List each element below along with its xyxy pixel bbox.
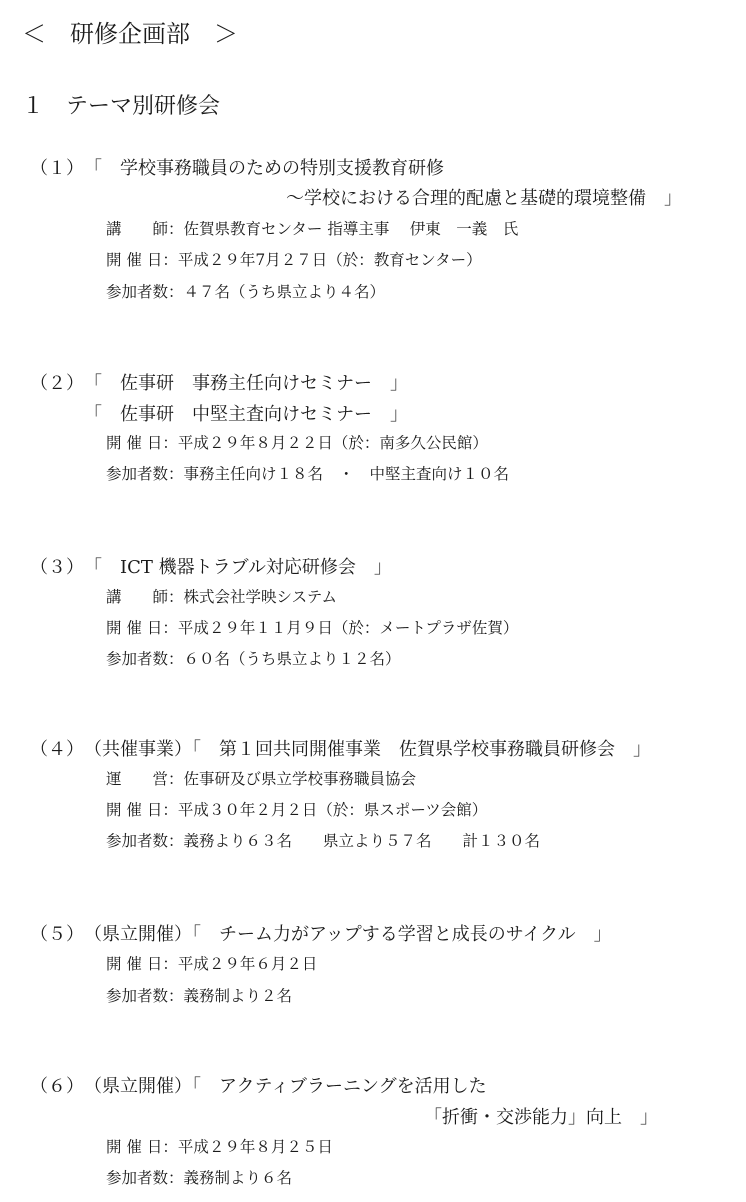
item-3-detail-1 [106, 590, 337, 606]
detail-separator: ： [168, 588, 184, 606]
detail-label: 参加者数 [106, 1169, 169, 1187]
detail-value: 平成２９年１１月９日（於：メートプラザ佐賀） [177, 619, 519, 637]
item-1-title-line1: 「 学校事務職員のための特別支援教育研修 [84, 158, 444, 179]
detail-value: 平成３０年２月２日（於：県スポーツ会館） [177, 801, 488, 819]
item-3-detail-3 [106, 652, 401, 668]
item-2-title-line1: 「 佐事研 事務主任向けセミナー 」 [84, 373, 408, 394]
detail-separator: ： [162, 619, 178, 637]
detail-value: 平成２９年６月２日 [177, 955, 318, 973]
detail-label: 参加者数 [106, 465, 169, 483]
item-2-number: （２） [30, 373, 84, 394]
item-1-detail-3 [106, 285, 385, 301]
detail-label: 運 営 [106, 770, 169, 788]
detail-separator: ： [162, 801, 178, 819]
item-1-detail-2 [106, 253, 482, 269]
item-1-detail-1 [106, 222, 518, 238]
item-6-detail-1 [106, 1140, 333, 1156]
detail-value: 平成２９年7月２７日（於：教育センター） [177, 251, 482, 269]
detail-label: 開 催 日 [106, 434, 163, 452]
detail-separator: ： [162, 434, 178, 452]
detail-separator: ： [168, 1169, 184, 1187]
item-5-detail-2 [106, 989, 292, 1005]
detail-separator: ： [168, 832, 184, 850]
detail-value: 義務制より６名 [183, 1169, 293, 1187]
detail-value: 株式会社学映システム [183, 588, 337, 606]
item-6-title-line2: 「折衝・交渉能力」向上 」 [424, 1107, 658, 1128]
item-4-title-line1: （共催事業）「 第１回共同開催事業 佐賀県学校事務職員研修会 」 [84, 739, 651, 760]
item-3-title-line1: 「 ICT 機器トラブル対応研修会 」 [84, 557, 392, 578]
item-6-detail-2 [106, 1171, 292, 1187]
detail-value: ４７名（うち県立より４名） [183, 283, 386, 301]
item-2-title-line2: 「 佐事研 中堅主査向けセミナー 」 [84, 404, 408, 425]
detail-value: ６０名（うち県立より１２名） [183, 650, 401, 668]
detail-value: 佐事研及び県立学校事務職員協会 [183, 770, 417, 788]
detail-label: 参加者数 [106, 832, 169, 850]
item-4-detail-1 [106, 772, 416, 788]
detail-label: 開 催 日 [106, 801, 163, 819]
item-1-number: （１） [30, 158, 84, 179]
detail-separator: ： [168, 770, 184, 788]
detail-label: 講 師 [106, 588, 169, 606]
item-4-detail-2 [106, 803, 487, 819]
detail-value: 義務制より２名 [183, 987, 293, 1005]
detail-label: 講 師 [106, 220, 169, 238]
detail-label: 開 催 日 [106, 955, 163, 973]
detail-label: 参加者数 [106, 650, 169, 668]
detail-separator: ： [162, 955, 178, 973]
detail-value: 佐賀県教育センター 指導主事 伊東 一義 氏 [183, 220, 519, 238]
item-6-title-line1: （県立開催）「 アクティブラーニングを活用した [84, 1076, 487, 1097]
item-5-number: （５） [30, 924, 84, 945]
item-3-detail-2 [106, 621, 518, 637]
detail-separator: ： [168, 283, 184, 301]
detail-separator: ： [168, 987, 184, 1005]
section-heading: １ テーマ別研修会 [22, 94, 221, 119]
detail-label: 参加者数 [106, 283, 169, 301]
item-1-title-line2: ～学校における合理的配慮と基礎的環境整備 」 [286, 188, 682, 209]
detail-value: 義務より６３名 県立より５７名 計１３０名 [183, 832, 541, 850]
item-3-number: （３） [30, 557, 84, 578]
detail-separator: ： [168, 465, 184, 483]
detail-value: 平成２９年８月２５日 [177, 1138, 333, 1156]
item-6-number: （６） [30, 1076, 84, 1097]
item-2-detail-1 [106, 436, 488, 452]
item-5-title-line1: （県立開催）「 チーム力がアップする学習と成長のサイクル 」 [84, 924, 612, 945]
detail-value: 平成２９年８月２２日（於：南多久公民館） [177, 434, 488, 452]
detail-separator: ： [162, 1138, 178, 1156]
item-4-number: （４） [30, 739, 84, 760]
item-5-detail-1 [106, 957, 317, 973]
page-title: ＜ 研修企画部 ＞ [22, 20, 238, 48]
detail-value: 事務主任向け１８名 ・ 中堅主査向け１０名 [183, 465, 510, 483]
detail-separator: ： [168, 220, 184, 238]
item-4-detail-3 [106, 834, 540, 850]
detail-label: 開 催 日 [106, 619, 163, 637]
detail-separator: ： [162, 251, 178, 269]
detail-separator: ： [168, 650, 184, 668]
detail-label: 開 催 日 [106, 251, 163, 269]
detail-label: 参加者数 [106, 987, 169, 1005]
detail-label: 開 催 日 [106, 1138, 163, 1156]
item-2-detail-2 [106, 467, 509, 483]
